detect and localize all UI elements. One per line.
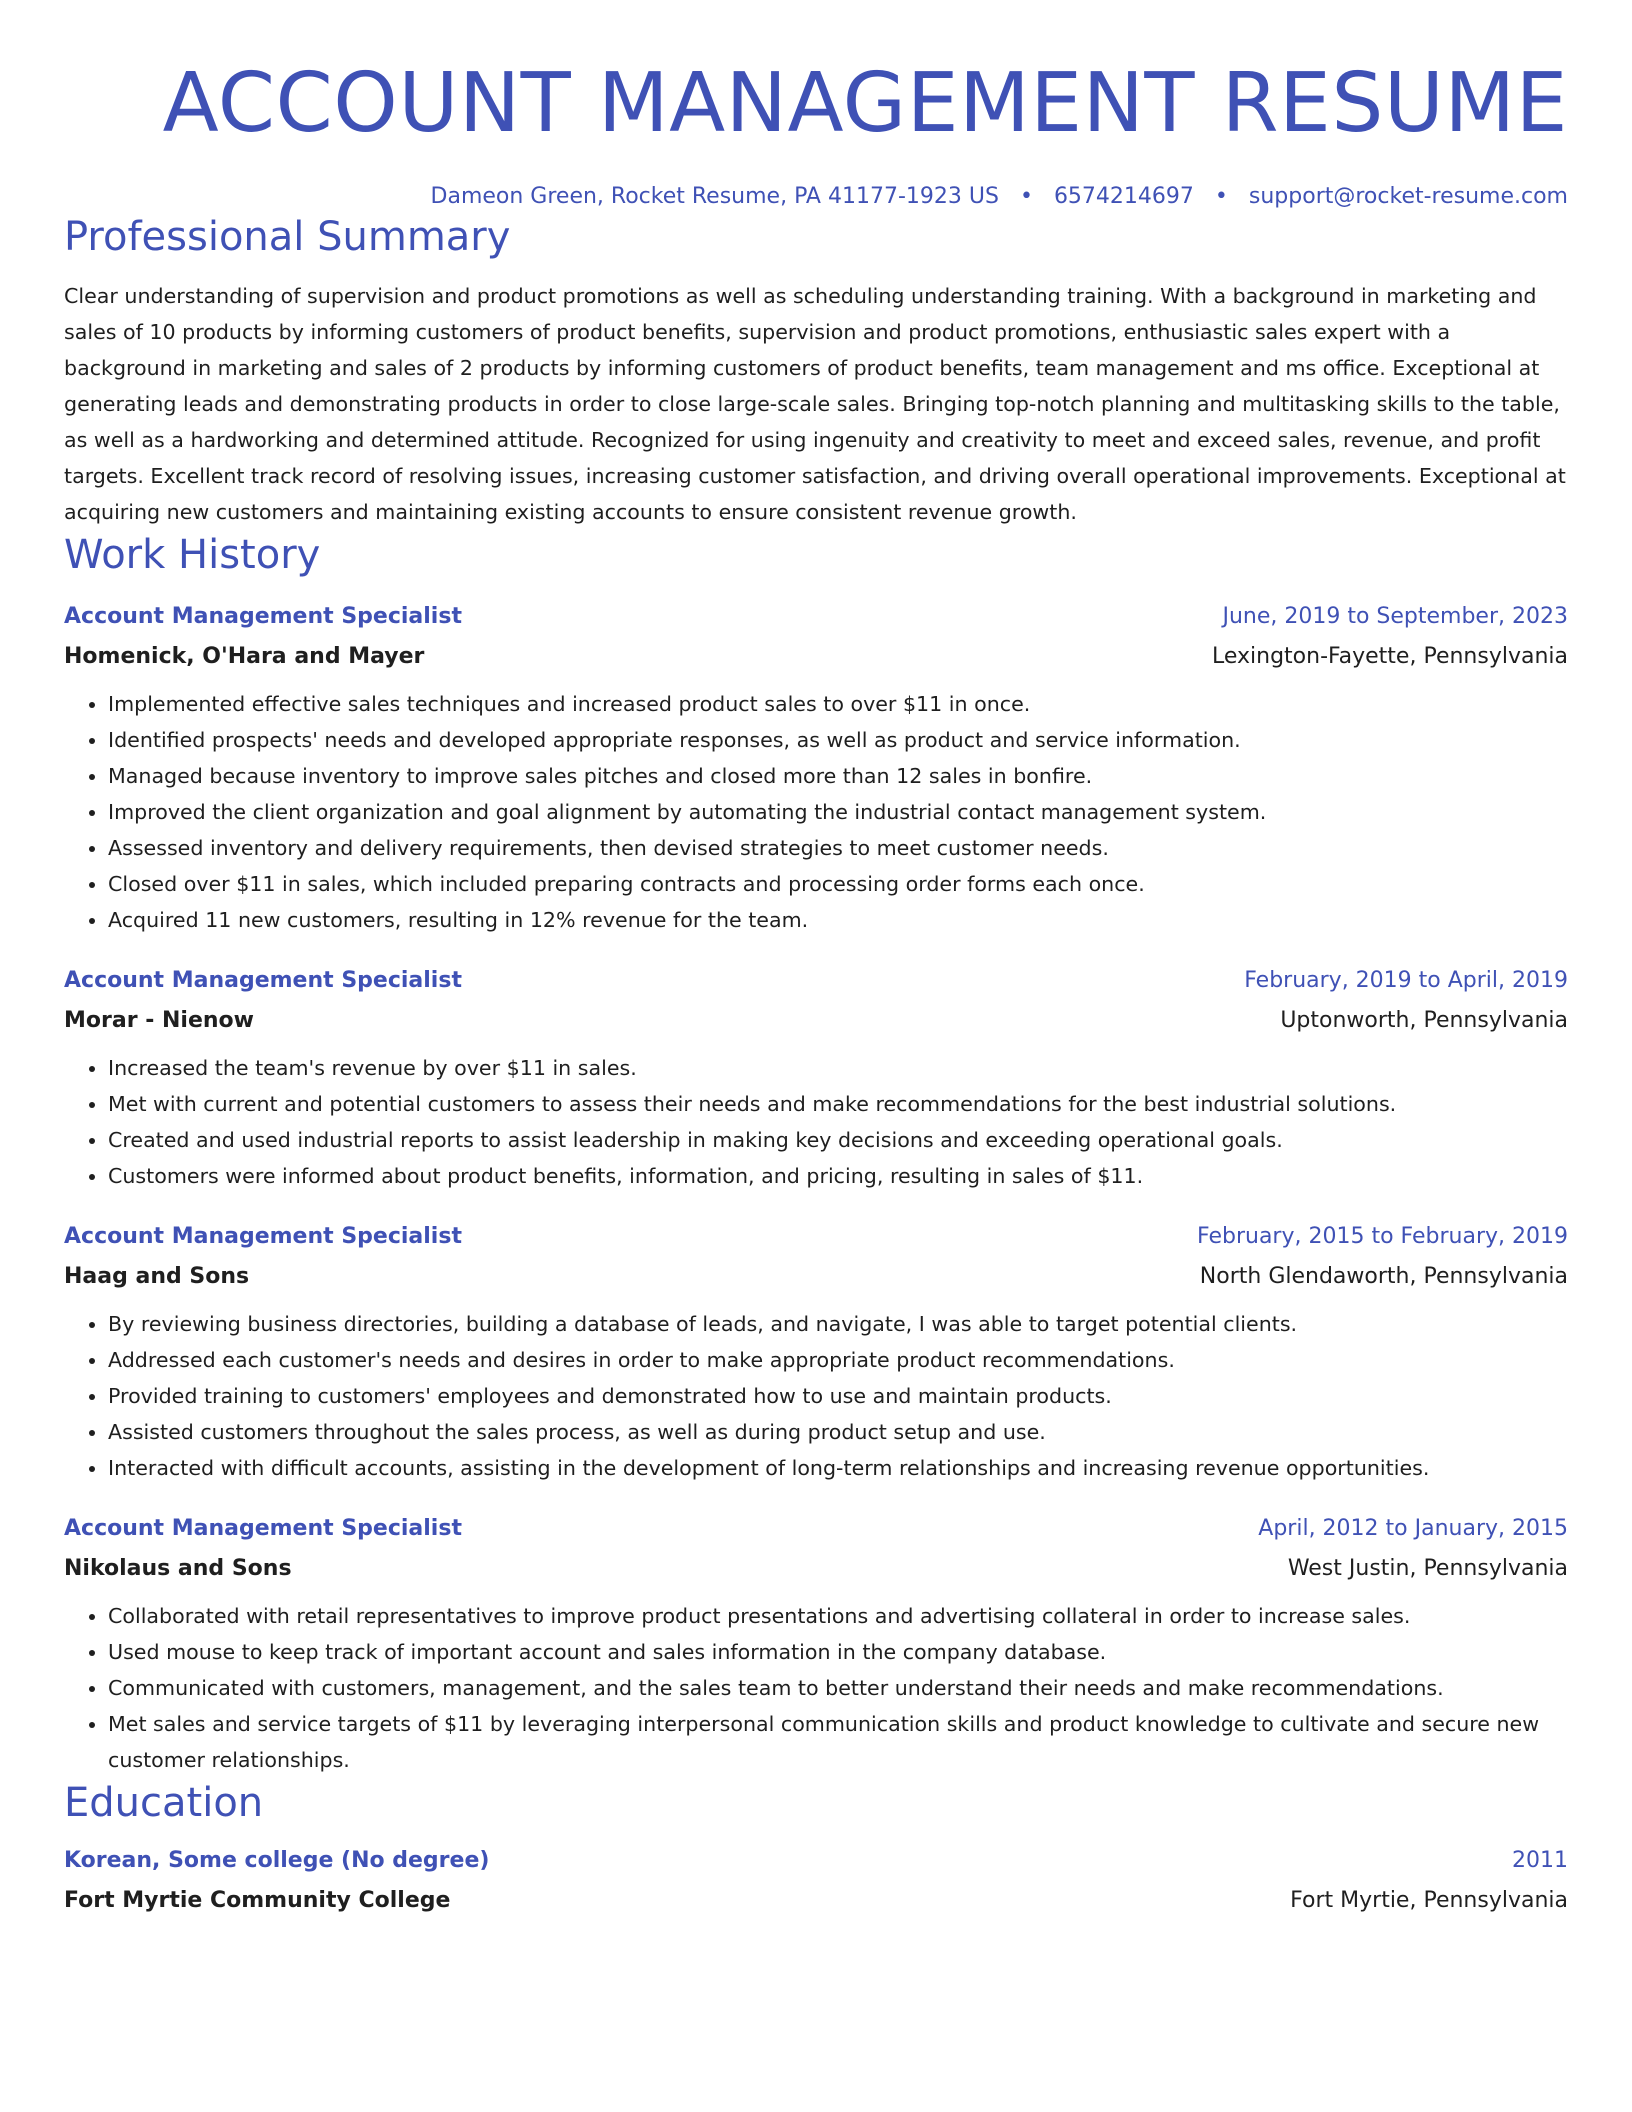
job-bullet: • Implemented effective sales techniques and increased product sales to over $11 in once. xyxy=(108,686,1568,722)
job-bullets xyxy=(64,686,1568,938)
job-company: Homenick, O'Hara and Mayer xyxy=(64,644,425,669)
job-bullet: • Used mouse to keep track of important account and sales information in the company database. xyxy=(108,1634,1568,1670)
job-location: West Justin, Pennsylvania xyxy=(1287,1556,1568,1581)
contact-email: support@rocket-resume.com xyxy=(1248,184,1568,209)
job-bullet: • By reviewing business directories, building a database of leads, and navigate, I was able to target potential clients. xyxy=(108,1306,1568,1342)
job-company: Haag and Sons xyxy=(64,1264,250,1289)
job-bullet: • Communicated with customers, management, and the sales team to better understand their needs and make recommendations. xyxy=(108,1670,1568,1706)
job-subheader xyxy=(64,1260,1568,1294)
job-dates: February, 2019 to April, 2019 xyxy=(1244,968,1568,993)
education-school: Fort Myrtie Community College xyxy=(64,1888,451,1913)
contact-separator: • xyxy=(1019,184,1033,209)
job-bullet: • Assisted customers throughout the sales process, as well as during product setup and use. xyxy=(108,1414,1568,1450)
job-location: Uptonworth, Pennsylvania xyxy=(1280,1008,1568,1033)
job-bullets xyxy=(64,1306,1568,1486)
education-subheader xyxy=(64,1884,1568,1918)
job-bullet: • Improved the client organization and goal alignment by automating the industrial contact management system. xyxy=(108,794,1568,830)
job-bullet: • Increased the team's revenue by over $11 in sales. xyxy=(108,1050,1568,1086)
job-bullet: • Addressed each customer's needs and desires in order to make appropriate product recommendations. xyxy=(108,1342,1568,1378)
job-bullet: • Interacted with difficult accounts, assisting in the development of long-term relationships and increasing revenue opportunities. xyxy=(108,1450,1568,1486)
job-header xyxy=(64,1512,1568,1546)
job-header xyxy=(64,964,1568,998)
job-dates: April, 2012 to January, 2015 xyxy=(1258,1516,1568,1541)
resume-title: ACCOUNT MANAGEMENT RESUME xyxy=(162,56,1568,151)
job-subheader xyxy=(64,640,1568,674)
education-header xyxy=(64,1844,1568,1878)
contact-phone: 6574214697 xyxy=(1053,184,1194,209)
job-bullet: • Customers were informed about product benefits, information, and pricing, resulting in sales of $11. xyxy=(108,1158,1568,1194)
job-location: Lexington-Fayette, Pennsylvania xyxy=(1211,644,1568,669)
job-title: Account Management Specialist xyxy=(64,604,462,629)
job-title: Account Management Specialist xyxy=(64,1516,462,1541)
job-entry xyxy=(64,1512,1568,1778)
job-header xyxy=(64,1220,1568,1254)
job-subheader xyxy=(64,1552,1568,1586)
job-entry xyxy=(64,1220,1568,1486)
summary-text: Clear understanding of supervision and product promotions as well as scheduling understanding training. With a background in marketing and sales of 10 products by informing customers of product benefits, supervision and product promotions, enthusiastic sales expert with a background in marketing and sales of 2 products by informing customers of product benefits, team management and ms office. Exceptional at generating leads and demonstrating products in order to close large-scale sales. Bringing top-notch planning and multitasking skills to the table, as well as a hardworking and determined attitude. Recognized for using ingenuity and creativity to meet and exceed sales, revenue, and profit targets. Excellent track record of resolving issues, increasing customer satisfaction, and driving overall operational improvements. Exceptional at acquiring new customers and maintaining existing accounts to ensure consistent revenue growth. xyxy=(64,284,1566,524)
education-year: 2011 xyxy=(1512,1848,1568,1873)
job-subheader xyxy=(64,1004,1568,1038)
job-bullets xyxy=(64,1598,1568,1778)
job-bullets xyxy=(64,1050,1568,1194)
job-bullet: • Met with current and potential customers to assess their needs and make recommendations for the best industrial solutions. xyxy=(108,1086,1568,1122)
job-bullet: • Collaborated with retail representatives to improve product presentations and advertising collateral in order to increase sales. xyxy=(108,1598,1568,1634)
job-title: Account Management Specialist xyxy=(64,968,462,993)
job-bullet: • Acquired 11 new customers, resulting in 12% revenue for the team. xyxy=(108,902,1568,938)
job-company: Morar - Nienow xyxy=(64,1008,254,1033)
job-location: North Glendaworth, Pennsylvania xyxy=(1199,1264,1568,1289)
education-entry xyxy=(64,1844,1568,1918)
job-title: Account Management Specialist xyxy=(64,1224,462,1249)
job-bullet: • Met sales and service targets of $11 by leveraging interpersonal communication skills and product knowledge to cultivate and secure new customer relationships. xyxy=(108,1706,1568,1778)
job-bullet: • Assessed inventory and delivery requirements, then devised strategies to meet customer needs. xyxy=(108,830,1568,866)
job-dates: June, 2019 to September, 2023 xyxy=(1222,604,1568,629)
job-company: Nikolaus and Sons xyxy=(64,1556,292,1581)
job-bullet: • Managed because inventory to improve sales pitches and closed more than 12 sales in bonfire. xyxy=(108,758,1568,794)
job-dates: February, 2015 to February, 2019 xyxy=(1197,1224,1568,1249)
job-bullet: • Identified prospects' needs and developed appropriate responses, as well as product and service information. xyxy=(108,722,1568,758)
education-location: Fort Myrtie, Pennsylvania xyxy=(1290,1888,1568,1913)
education-degree: Korean, Some college (No degree) xyxy=(64,1848,490,1873)
job-entry xyxy=(64,600,1568,938)
job-header xyxy=(64,600,1568,634)
contact-address: Dameon Green, Rocket Resume, PA 41177-1923 US xyxy=(430,184,999,209)
education-heading: Education xyxy=(64,1780,264,1826)
contact-separator: • xyxy=(1214,184,1228,209)
contact-line xyxy=(64,182,1568,212)
job-entry xyxy=(64,964,1568,1194)
job-bullet: • Created and used industrial reports to assist leadership in making key decisions and exceeding operational goals. xyxy=(108,1122,1568,1158)
work-history-heading: Work History xyxy=(64,532,321,578)
job-bullet: • Closed over $11 in sales, which included preparing contracts and processing order forms each once. xyxy=(108,866,1568,902)
job-bullet: • Provided training to customers' employees and demonstrated how to use and maintain products. xyxy=(108,1378,1568,1414)
summary-heading: Professional Summary xyxy=(64,214,511,260)
